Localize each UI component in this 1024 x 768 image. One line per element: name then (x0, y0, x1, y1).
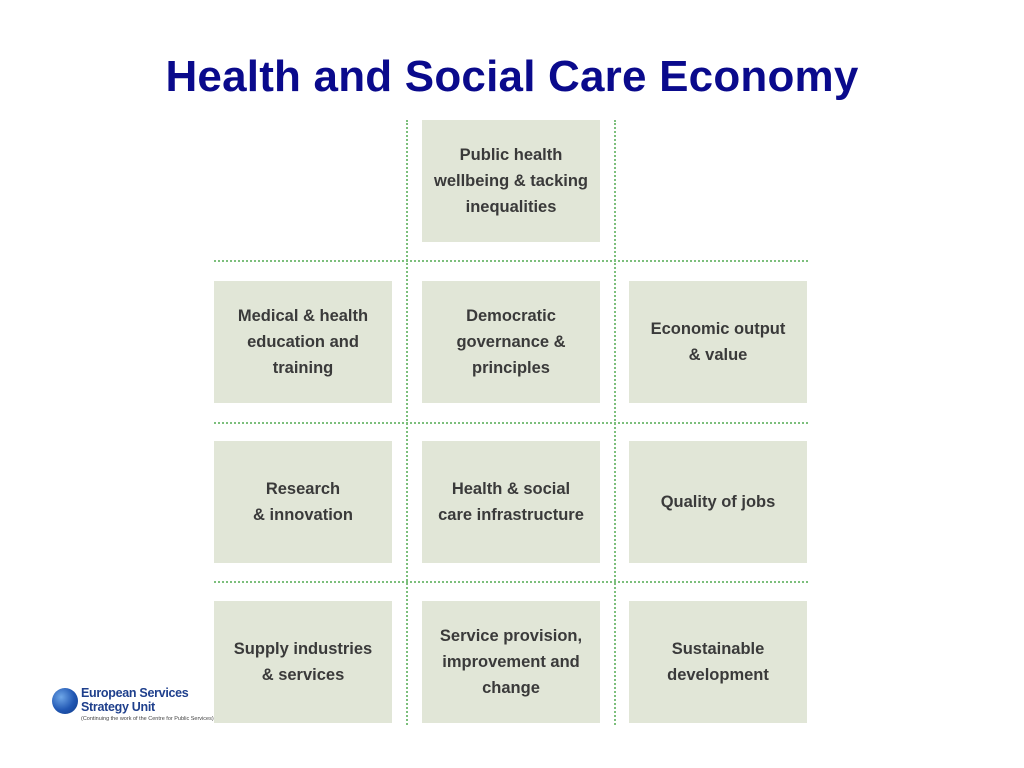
box-label: Quality of jobs (660, 493, 776, 511)
logo-subtitle: (Continuing the work of the Centre for Public Services) (81, 716, 214, 722)
box-label: Sustainable development (667, 640, 769, 684)
divider-horizontal (214, 581, 808, 583)
box-label: Medical & health education and training (237, 307, 369, 377)
box-public-health (422, 120, 600, 242)
logo-name-line2: Strategy Unit (81, 700, 155, 714)
box-sustainable-development (629, 601, 807, 723)
box-label: Supply industries & services (233, 640, 373, 684)
box-economic-output (629, 281, 807, 403)
box-label: Democratic governance & principles (456, 307, 566, 377)
box-service-provision (422, 601, 600, 723)
box-label: Economic output & value (650, 320, 786, 364)
box-label: Service provision, improvement and change (439, 627, 583, 697)
box-label: Public health wellbeing & tacking inequalities (433, 146, 589, 216)
box-label: Health & social care infrastructure (438, 480, 584, 524)
slide-title: Health and Social Care Economy (165, 52, 859, 101)
box-label: Research & innovation (253, 480, 353, 524)
divider-horizontal (214, 260, 808, 262)
esu-logo (52, 686, 222, 726)
logo-name-line1: European Services (81, 686, 189, 700)
box-care-infrastructure (422, 441, 600, 563)
globe-icon (52, 688, 78, 714)
box-supply-industries (214, 601, 392, 723)
divider-horizontal (214, 422, 808, 424)
box-quality-of-jobs (629, 441, 807, 563)
box-democratic-governance (422, 281, 600, 403)
box-research-innovation (214, 441, 392, 563)
box-medical-education (214, 281, 392, 403)
